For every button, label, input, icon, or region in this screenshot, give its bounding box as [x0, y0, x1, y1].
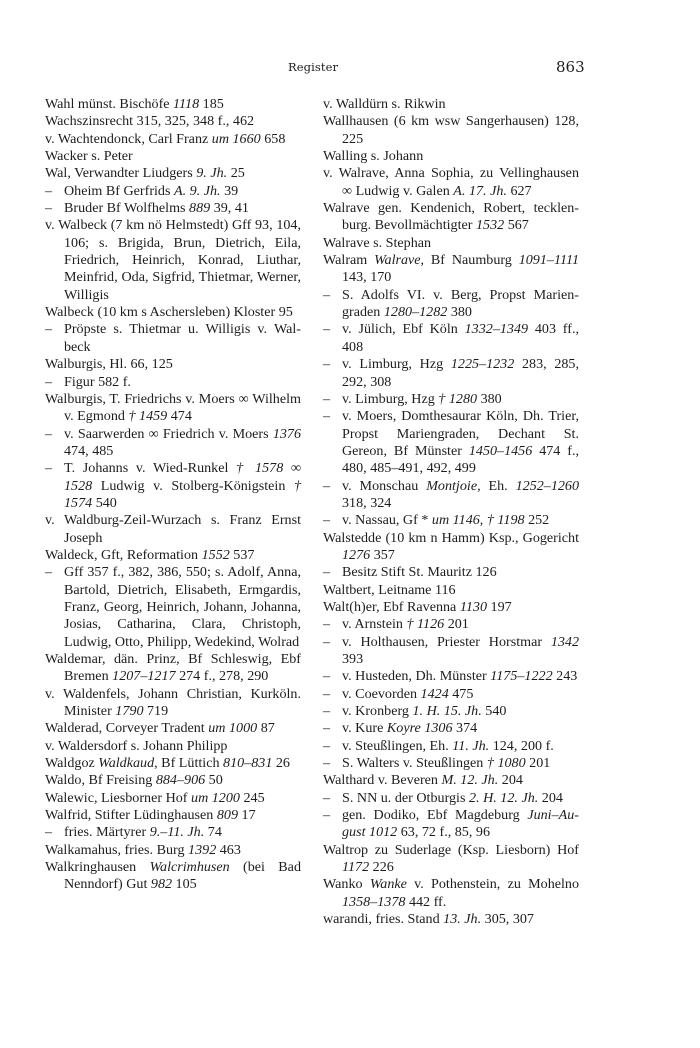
entry-italic-segment: 1342 [550, 633, 579, 650]
entry-italic-segment: Montjoie [426, 477, 478, 494]
entry-text-segment: v. Waldenfels, Johann Christian, Kurköln. Minister [45, 685, 301, 720]
index-entry [45, 842, 301, 859]
entry-text-segment: 463 [216, 841, 241, 858]
entry-italic-segment: 809 [216, 807, 239, 824]
index-entry [323, 911, 579, 928]
entry-italic-segment: 1091–1111 [518, 252, 579, 269]
entry-text-segment: v. Waldburg-Zeil-Wurzach s. Franz Ernst Joseph [45, 512, 301, 546]
index-subentry [45, 321, 301, 356]
entry-text-segment: v. Kronberg [342, 703, 413, 720]
entry-text-segment: 50 [205, 772, 223, 789]
index-subentry [45, 374, 301, 391]
entry-text-segment: 143, 170 [342, 269, 392, 286]
entry-text-segment: Walbeck (10 km s Aschersleben) Kloster 95 [45, 304, 293, 321]
entry-text-segment: v. Limburg, Hzg [342, 356, 451, 373]
entry-text-segment: v. Monschau [342, 477, 427, 494]
entry-text-segment: Ludwig v. Stolberg-Königstein [92, 477, 294, 494]
entry-italic-segment: † 1280 [438, 390, 478, 407]
entry-italic-segment: 1118 [173, 96, 200, 112]
entry-italic-segment: 884–906 [155, 772, 206, 789]
entry-italic-segment: 1276 [342, 546, 371, 563]
index-subentry [323, 807, 579, 842]
entry-text-segment: Oheim Bf Gerfrids [64, 182, 174, 199]
entry-text-segment: 74 [204, 824, 222, 841]
entry-text-segment: 197 [487, 598, 512, 615]
entry-italic-segment: Walcrimhusen [149, 859, 230, 876]
entry-text-segment: Walfrid, Stifter Lüdinghausen [45, 807, 217, 824]
entry-text-segment: S. NN u. der Otburgis [342, 789, 469, 806]
entry-italic-segment: 1450–1456 [468, 442, 533, 459]
entry-text-segment: 245 [239, 789, 265, 806]
entry-italic-segment: 11. Jh. [452, 737, 490, 754]
subentry-dash: – [323, 755, 331, 772]
entry-text-segment: 204 [538, 789, 563, 806]
index-subentry [323, 512, 579, 529]
entry-text-segment: v. Waldersdorf s. Johann Philipp [45, 737, 228, 754]
entry-text-segment: 380 [477, 390, 502, 407]
entry-italic-segment: † 1574 [64, 477, 301, 511]
entry-italic-segment: 1. H. 15. Jh. [412, 703, 482, 720]
running-head [0, 60, 700, 80]
entry-text-segment: 719 [143, 703, 169, 720]
index-entry [323, 842, 579, 877]
entry-text-segment: Wacker s. Peter [45, 148, 133, 165]
entry-text-segment: fries. Märtyrer [64, 824, 150, 841]
entry-text-segment: 380 [447, 304, 472, 321]
subentry-dash: – [323, 720, 331, 737]
entry-italic-segment: Walrave [374, 252, 421, 269]
entry-text-segment: 475 [448, 685, 474, 702]
entry-text-segment: 318, 324 [342, 494, 392, 511]
entry-text-segment: Wahl münst. Bischöfe [45, 96, 174, 112]
index-entry [323, 200, 579, 235]
entry-text-segment: Besitz Stift St. Mauritz 126 [342, 564, 497, 581]
entry-text-segment: 567 [504, 217, 529, 234]
entry-italic-segment: † 1578 ∞ 1528 [64, 460, 301, 494]
entry-text-segment: 474 [167, 408, 192, 425]
entry-text-segment: Walkamahus, fries. Burg [45, 841, 189, 858]
index-entry [45, 304, 301, 321]
entry-text-segment: Wallhausen (6 km wsw Sangerhausen) 128, 225 [323, 113, 579, 147]
index-entry [45, 859, 301, 894]
subentry-dash: – [45, 373, 53, 390]
entry-text-segment: v. Wachtendonck, Carl Franz [45, 130, 212, 147]
entry-italic-segment: † 1126 [406, 616, 445, 633]
entry-text-segment: Waldo, Bf Freising [45, 772, 156, 789]
subentry-dash: – [323, 685, 331, 702]
entry-italic-segment: 1376 [272, 425, 301, 442]
index-column-right [323, 96, 579, 929]
entry-italic-segment: 1280–1282 [383, 304, 448, 321]
entry-text-segment: Walderad, Corveyer Tradent [45, 720, 209, 737]
index-entry [45, 772, 301, 789]
entry-italic-segment: 1358–1378 [342, 893, 406, 910]
entry-text-segment: Walram [323, 252, 375, 269]
entry-italic-segment: um 1146, † 1198 [431, 512, 525, 529]
entry-italic-segment: † 1459 [128, 408, 168, 425]
index-subentry [323, 686, 579, 703]
subentry-dash: – [323, 390, 331, 407]
index-subentry [323, 668, 579, 685]
entry-text-segment: 403 ff., 408 [342, 321, 579, 355]
subentry-dash: – [323, 807, 331, 824]
entry-text-segment: Walt(h)er, Ebf Ravenna [323, 598, 460, 615]
entry-italic-segment: M. 12. Jh. [441, 772, 499, 789]
entry-italic-segment: 889 [189, 200, 211, 217]
index-entry [45, 807, 301, 824]
entry-text-segment: 201 [444, 616, 469, 633]
entry-text-segment: Walkringhausen [45, 859, 150, 876]
index-subentry [45, 460, 301, 512]
index-subentry [323, 391, 579, 408]
entry-italic-segment: 1175–1222 [490, 668, 553, 685]
entry-text-segment: 474, 485 [64, 442, 114, 459]
entry-text-segment: 124, 200 f. [489, 737, 554, 754]
entry-text-segment: v. Jülich, Ebf Köln [342, 321, 465, 338]
index-entry [45, 686, 301, 721]
index-entry [45, 165, 301, 182]
entry-text-segment: v. Nassau, Gf * [342, 512, 432, 529]
entry-text-segment: 87 [257, 720, 275, 737]
subentry-dash: – [323, 703, 331, 720]
index-entry [45, 131, 301, 148]
entry-text-segment: 25 [227, 165, 245, 182]
subentry-dash: – [323, 512, 331, 529]
entry-italic-segment: A. 9. Jh. [173, 182, 221, 199]
subentry-dash: – [323, 408, 331, 425]
entry-text-segment: Waldemar, dän. Prinz, Bf Schleswig, Ebf Bremen [45, 651, 301, 685]
index-subentry [323, 755, 579, 772]
subentry-dash: – [45, 824, 53, 841]
entry-text-segment: Walstedde (10 km n Hamm) Ksp., Gogericht [323, 529, 579, 546]
index-entry [45, 651, 301, 686]
entry-text-segment: Wanko [323, 876, 370, 893]
subentry-dash: – [323, 321, 331, 338]
entry-text-segment: 226 [369, 859, 394, 876]
entry-text-segment: Waldgoz [45, 755, 99, 772]
entry-text-segment: v. Steußlingen, Eh. [342, 737, 453, 754]
index-subentry [323, 790, 579, 807]
subentry-dash: – [323, 564, 331, 581]
entry-text-segment: 537 [229, 546, 255, 563]
entry-text-segment: 26 [272, 755, 290, 772]
running-head-title: Register [288, 60, 339, 74]
entry-italic-segment: 13. Jh. [443, 911, 482, 928]
entry-text-segment: v. Moers, Domthesaurar Köln, Dh. Trier, Propst Mariengraden, Dechant St. Gereon, Bf Münster [342, 408, 579, 459]
entry-text-segment: Pröpste s. Thietmar u. Willigis v. Walbeck [64, 321, 301, 355]
entry-text-segment: 105 [172, 876, 197, 893]
entry-text-segment: (bei Bad Nenndorf) Gut [64, 859, 301, 893]
entry-text-segment: 540 [92, 494, 117, 511]
entry-italic-segment: 1207–1217 [112, 668, 176, 685]
entry-text-segment: 627 [506, 182, 532, 199]
entry-text-segment: T. Johanns v. Wied-Runkel [64, 460, 237, 477]
subentry-dash: – [323, 356, 331, 373]
entry-italic-segment: 9. Jh. [196, 165, 228, 182]
entry-italic-segment: Juni–August 1012 [342, 807, 579, 841]
index-entry [45, 512, 301, 547]
entry-text-segment: 658 [260, 130, 286, 147]
entry-text-segment: 283, 285, 292, 308 [342, 356, 580, 390]
index-entry [323, 876, 579, 911]
subentry-dash: – [323, 789, 331, 806]
entry-text-segment: 243 [552, 668, 578, 685]
entry-text-segment: , Eh. [477, 477, 516, 494]
entry-text-segment: Bruder Bf Wolfhelms [64, 200, 190, 217]
entry-italic-segment: 1130 [459, 598, 487, 615]
subentry-dash: – [45, 564, 53, 581]
index-subentry [323, 321, 579, 356]
entry-text-segment: v. Walrave, Anna Sophia, zu Vellinghausen ∞ Ludwig v. Galen [323, 165, 579, 199]
entry-italic-segment: um 1660 [211, 130, 261, 147]
entry-text-segment: warandi, fries. Stand [323, 911, 444, 928]
entry-text-segment: Walthard v. Beveren [323, 772, 442, 789]
index-entry [45, 391, 301, 426]
index-subentry [45, 824, 301, 841]
entry-text-segment: 63, 72 f., 85, 96 [397, 824, 490, 841]
entry-text-segment: 357 [370, 546, 395, 563]
subentry-dash: – [323, 633, 331, 650]
index-subentry [323, 287, 579, 322]
index-column-left [45, 96, 301, 894]
entry-text-segment: v. Holthausen, Priester Horstmar [342, 633, 551, 650]
index-subentry [323, 738, 579, 755]
entry-text-segment: 185 [199, 96, 224, 112]
entry-text-segment: v. Walldürn s. Rikwin [323, 96, 446, 112]
entry-text-segment: v. Limburg, Hzg [342, 390, 439, 407]
index-subentry [45, 426, 301, 461]
entry-text-segment: 393 [342, 651, 364, 667]
entry-text-segment: 17 [238, 807, 256, 824]
entry-text-segment: Walling s. Johann [323, 148, 424, 165]
entry-text-segment: 374 [452, 720, 478, 737]
entry-text-segment: Figur 582 f. [64, 373, 131, 390]
index-entry [323, 96, 579, 113]
entry-text-segment: gen. Dodiko, Ebf Magdeburg [342, 807, 528, 824]
entry-italic-segment: 1332–1349 [464, 321, 529, 338]
index-subentry [323, 564, 579, 581]
entry-text-segment: v. Husteden, Dh. Münster [342, 668, 491, 685]
entry-italic-segment: Waldkaud [98, 755, 155, 772]
entry-text-segment: S. Walters v. Steußlingen [342, 755, 487, 772]
entry-italic-segment: 1172 [342, 859, 370, 876]
index-subentry [45, 564, 301, 651]
index-entry [323, 252, 579, 287]
index-subentry [323, 703, 579, 720]
index-entry [323, 530, 579, 565]
subentry-dash: – [45, 460, 53, 477]
entry-text-segment: Walewic, Liesborner Hof [45, 789, 192, 806]
index-entry [45, 113, 301, 130]
entry-italic-segment: 1392 [188, 841, 217, 858]
entry-text-segment: v. Saarwerden ∞ Friedrich v. Moers [64, 425, 273, 442]
entry-text-segment: Walburgis, T. Friedrichs v. Moers ∞ Wilhelm v. Egmond [45, 390, 301, 425]
index-subentry [323, 720, 579, 737]
entry-italic-segment: um 1000 [208, 720, 258, 737]
entry-text-segment: Walburgis, Hl. 66, 125 [45, 356, 173, 373]
entry-italic-segment: 1790 [115, 703, 144, 720]
entry-italic-segment: um 1200 [191, 789, 240, 806]
subentry-dash: – [323, 616, 331, 633]
entry-text-segment: 274 f., 278, 290 [175, 668, 269, 685]
index-subentry [323, 478, 579, 513]
entry-text-segment: v. Pothenstein, zu Mohelno [406, 876, 580, 893]
index-entry [45, 356, 301, 373]
entry-text-segment: Walrave gen. Kendenich, Robert, tecklenburg. Bevollmächtigter [323, 200, 579, 234]
entry-text-segment: 252 [524, 512, 550, 529]
entry-italic-segment: 1552 [201, 546, 230, 563]
entry-text-segment: Wachszinsrecht 315, 325, 348 f., 462 [45, 113, 255, 130]
entry-italic-segment: 1424 [420, 685, 449, 702]
index-entry [323, 113, 579, 148]
entry-text-segment: v. Walbeck (7 km nö Helmstedt) Gff 93, 104, 106; s. Brigida, Brun, Dietrich, Eila, Friedrich, Heinrich, Konrad, Liuthar, Meinfrid, Oda, Sigfrid, Thietmar, Werner, Willigis [45, 217, 301, 303]
entry-text-segment: v. Kure [342, 720, 387, 737]
index-entry [323, 235, 579, 252]
entry-text-segment: Waltbert, Leitname 116 [323, 581, 456, 598]
entry-italic-segment: 810–831 [223, 755, 273, 772]
index-entry [45, 755, 301, 772]
index-subentry [323, 356, 579, 391]
entry-italic-segment: Wanke [369, 876, 407, 893]
subentry-dash: – [323, 477, 331, 494]
entry-text-segment: , Bf Lüttich [154, 755, 224, 772]
index-entry [45, 738, 301, 755]
index-subentry [45, 183, 301, 200]
index-entry [45, 148, 301, 165]
entry-italic-segment: A. 17. Jh. [453, 182, 507, 199]
entry-text-segment: 204 [498, 772, 523, 789]
entry-italic-segment: 1532 [476, 217, 505, 234]
index-subentry [323, 616, 579, 633]
entry-text-segment: , Bf Naumburg [420, 252, 519, 269]
entry-text-segment: 305, 307 [481, 911, 534, 928]
entry-text-segment: Walrave s. Stephan [323, 234, 432, 251]
index-subentry [323, 408, 579, 477]
entry-italic-segment: 982 [150, 876, 173, 893]
subentry-dash: – [45, 182, 53, 199]
subentry-dash: – [323, 286, 331, 303]
index-entry [323, 599, 579, 616]
entry-text-segment: 39, 41 [210, 200, 249, 217]
index-entry [45, 217, 301, 304]
index-entry [323, 582, 579, 599]
entry-text-segment: v. Coevorden [342, 685, 421, 702]
index-entry [45, 720, 301, 737]
entry-italic-segment: 1225–1232 [450, 356, 515, 373]
entry-italic-segment: † 1080 [486, 755, 526, 772]
entry-text-segment: Wal, Verwandter Liudgers [45, 165, 197, 182]
subentry-dash: – [323, 737, 331, 754]
entry-text-segment: 540 [481, 703, 507, 720]
index-subentry [45, 200, 301, 217]
index-entry [45, 790, 301, 807]
index-subentry [323, 634, 579, 669]
entry-text-segment: 39 [220, 182, 239, 199]
entry-italic-segment: 2. H. 12. Jh. [468, 789, 539, 806]
subentry-dash: – [45, 321, 53, 338]
index-entry [45, 96, 301, 113]
index-entry [323, 772, 579, 789]
entry-italic-segment: Koyre 1306 [386, 720, 453, 737]
index-entry [45, 547, 301, 564]
entry-text-segment: v. Arnstein [342, 616, 407, 633]
entry-italic-segment: 1252–1260 [515, 477, 580, 494]
entry-text-segment: 201 [525, 755, 551, 772]
entry-text-segment: S. Adolfs VI. v. Berg, Propst Mariengraden [342, 286, 579, 321]
entry-text-segment: Waltrop zu Suderlage (Ksp. Liesborn) Hof [323, 841, 579, 858]
entry-text-segment: Waldeck, Gft, Reformation [45, 546, 202, 563]
index-entry [323, 165, 579, 200]
entry-text-segment: 474 f., 480, 485–491, 492, 499 [342, 442, 579, 477]
subentry-dash: – [323, 668, 331, 685]
subentry-dash: – [45, 200, 53, 217]
page-number: 863 [556, 58, 585, 76]
entry-italic-segment: 9.–11. Jh. [149, 824, 205, 841]
entry-text-segment: 442 ff. [405, 893, 447, 910]
subentry-dash: – [45, 425, 53, 442]
index-entry [323, 148, 579, 165]
entry-text-segment: Gff 357 f., 382, 386, 550; s. Adolf, Anna, Bartold, Dietrich, Elisabeth, Ermgardis, Franz, Georg, Heinrich, Johann, Johanna, Josias, Catharina, Clara, Christoph, Ludwig, Otto, Philipp, Wedekind, Wolrad [64, 564, 301, 650]
